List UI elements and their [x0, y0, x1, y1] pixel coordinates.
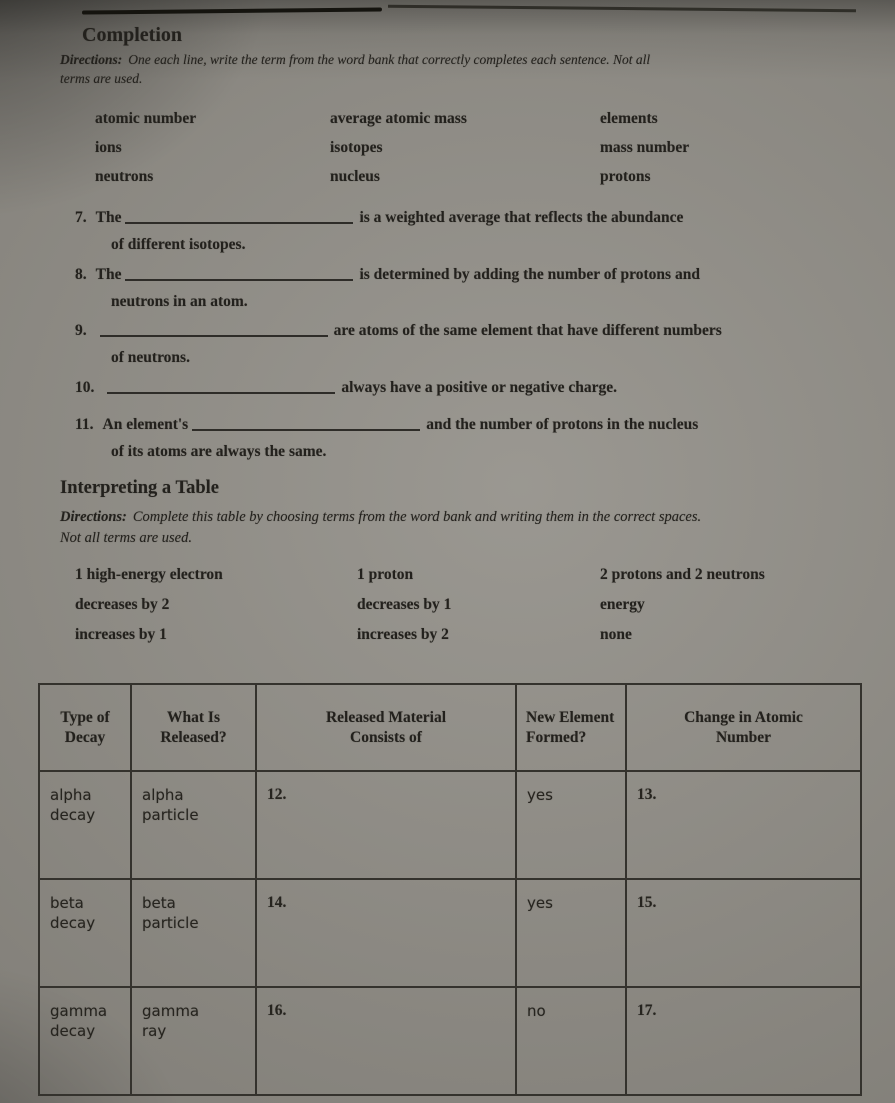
table-row-alpha [39, 771, 861, 879]
question-7 [75, 205, 895, 258]
table-cell: alpha decay [39, 771, 131, 879]
word-bank-item: nucleus [330, 168, 380, 185]
question-text-post: are atoms of the same element that have different numbers [333, 322, 722, 339]
directions-text-line2: terms are used. [60, 71, 143, 87]
table-header-cell: What Is Released? [131, 684, 256, 771]
table-cell-blank: 14. [256, 879, 516, 987]
word-bank-item: mass number [600, 139, 690, 156]
table-cell: gamma ray [131, 987, 256, 1095]
table-cell: alpha particle [131, 771, 256, 879]
question-number: 7. [75, 209, 87, 226]
word-bank-item: ions [95, 139, 122, 156]
interpreting-table-title: Interpreting a Table [60, 478, 219, 498]
table-cell-blank: 12. [256, 771, 516, 879]
question-text-pre: The [95, 209, 122, 226]
question-text-line2: of neutrons. [111, 348, 190, 366]
answer-blank [100, 322, 328, 337]
word-bank-item: none [600, 626, 632, 643]
table-cell-blank: 16. [256, 987, 516, 1095]
table-cell: gamma decay [39, 987, 131, 1095]
table-directions [60, 507, 884, 548]
handwriting-mark [82, 7, 382, 14]
table-cell: yes [516, 879, 626, 987]
word-bank-completion [95, 110, 865, 186]
table-header-cell: Released Material Consists of [256, 684, 516, 771]
directions-text-line1: One each line, write the term from the word bank that correctly completes each sentence. Not all [128, 52, 651, 67]
question-text-line2: of different isotopes. [111, 235, 246, 253]
question-text-post: and the number of protons in the nucleus [426, 416, 699, 433]
table-cell: yes [516, 771, 626, 879]
word-bank-item: average atomic mass [330, 110, 467, 127]
question-number: 11. [75, 416, 94, 433]
question-11 [75, 412, 895, 465]
question-text-line2: of its atoms are always the same. [111, 442, 327, 460]
table-cell: beta decay [39, 879, 131, 987]
question-text-line2: neutrons in an atom. [111, 292, 248, 310]
word-bank-item: energy [600, 596, 645, 613]
table-cell: beta particle [131, 879, 256, 987]
word-bank-item: isotopes [330, 139, 383, 156]
completion-title: Completion [82, 24, 182, 46]
word-bank-item: increases by 1 [75, 626, 167, 643]
table-cell-blank: 13. [626, 771, 861, 879]
word-bank-item: elements [600, 110, 658, 127]
answer-blank [125, 209, 353, 224]
question-10 [75, 375, 895, 402]
answer-blank [125, 266, 353, 281]
ruled-line [388, 5, 856, 12]
completion-directions [60, 50, 878, 88]
question-number: 10. [75, 379, 95, 396]
table-header-cell: New Element Formed? [516, 684, 626, 771]
answer-blank [192, 416, 420, 431]
question-text-post: is determined by adding the number of protons and [359, 266, 700, 283]
word-bank-item: atomic number [95, 110, 197, 127]
directions-label: Directions: [60, 52, 123, 67]
directions-label: Directions: [60, 509, 127, 525]
word-bank-table [75, 566, 865, 644]
directions-text-line2: Not all terms are used. [60, 529, 192, 546]
question-text-pre: An element's [102, 416, 189, 433]
question-text-pre: The [95, 266, 122, 283]
table-row-beta [39, 879, 861, 987]
question-9 [75, 318, 895, 371]
word-bank-item: decreases by 1 [357, 596, 452, 613]
table-cell: no [516, 987, 626, 1095]
table-header-cell: Change in Atomic Number [626, 684, 861, 771]
word-bank-item: 1 high-energy electron [75, 566, 223, 583]
word-bank-item: decreases by 2 [75, 596, 170, 613]
word-bank-item: protons [600, 168, 651, 185]
question-text-post: always have a positive or negative charge. [341, 379, 618, 396]
word-bank-item: neutrons [95, 168, 154, 185]
word-bank-item: 1 proton [357, 566, 414, 583]
table-cell-blank: 15. [626, 879, 861, 987]
word-bank-item: 2 protons and 2 neutrons [600, 566, 765, 583]
decay-table [38, 683, 862, 1096]
question-text-post: is a weighted average that reflects the abundance [359, 209, 684, 226]
question-number: 9. [75, 322, 87, 339]
directions-text-line1: Complete this table by choosing terms from the word bank and writing them in the correct spaces. [132, 509, 702, 525]
answer-blank [107, 379, 335, 394]
table-header-cell: Type of Decay [39, 684, 131, 771]
question-8 [75, 262, 895, 315]
word-bank-item: increases by 2 [357, 626, 449, 643]
table-cell-blank: 17. [626, 987, 861, 1095]
question-number: 8. [75, 266, 87, 283]
table-row-gamma [39, 987, 861, 1095]
table-header-row [39, 684, 861, 771]
